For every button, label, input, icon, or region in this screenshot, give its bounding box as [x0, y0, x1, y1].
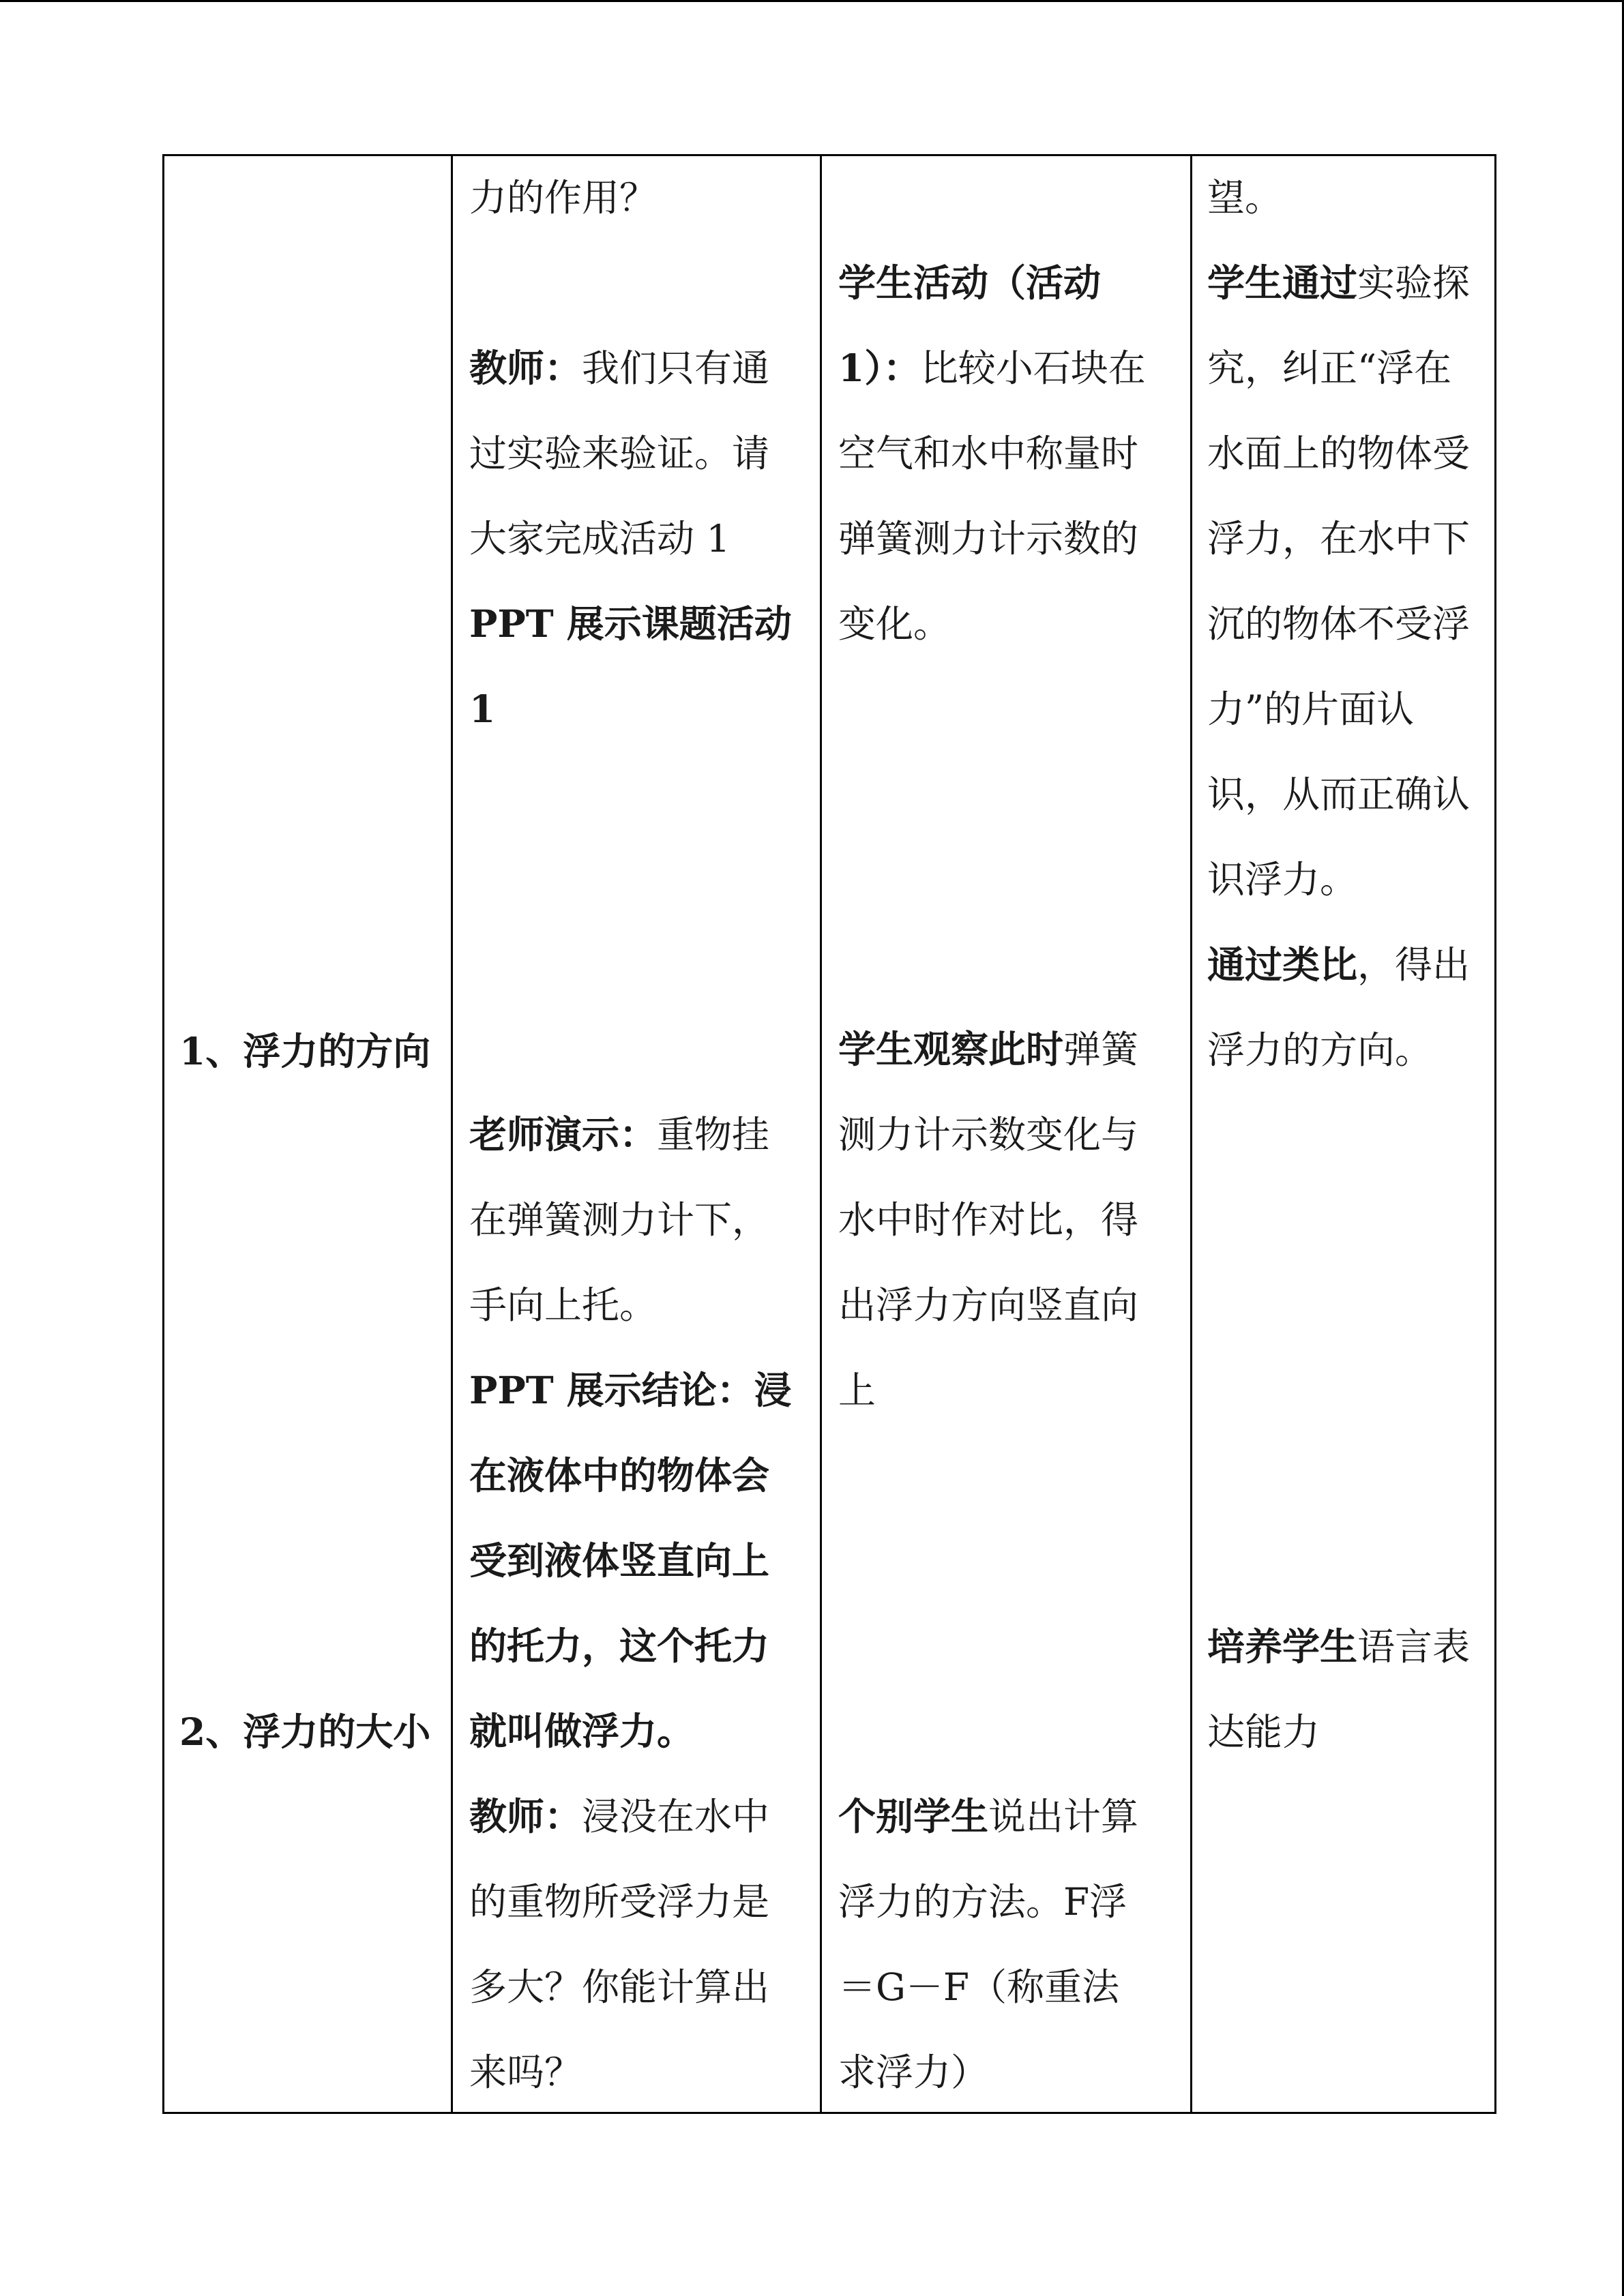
text-span: 弹簧 [1063, 1028, 1139, 1071]
label-cultivate: 培养学生 [1207, 1624, 1358, 1669]
text-line: 上 [838, 1369, 876, 1412]
text-line: 识浮力。 [1207, 858, 1358, 901]
label-teacher-demo: 老师演示： [469, 1112, 658, 1157]
text-line: 达能力 [1207, 1710, 1320, 1754]
lesson-plan-table [162, 154, 1496, 2114]
text-line: 沉的物体不受浮 [1207, 602, 1471, 646]
teacher-activity-column [452, 155, 821, 2113]
section-heading-direction: 1、浮力的方向 [179, 1029, 431, 1073]
text-line: 空气和水中称量时 [838, 432, 1139, 475]
text-line: 的托力，这个托力 [469, 1624, 770, 1668]
table-row [164, 155, 1496, 2113]
label-teacher: 教师： [469, 1794, 582, 1838]
text-line: 学生活动（活动 [838, 260, 1102, 305]
text-line [1207, 944, 1470, 986]
label-individual-student: 个别学生 [838, 1794, 989, 1838]
text-line: ＝G－F（称重法 [838, 1965, 1120, 2009]
text-line: PPT 展示结论：浸 [469, 1368, 792, 1412]
text-line: 水中时作对比，得 [838, 1198, 1139, 1242]
text-line [469, 347, 769, 389]
label-teacher: 教师： [469, 346, 582, 390]
text-line [838, 347, 1146, 389]
section-column [164, 155, 452, 2113]
text-line: 究，纠正“浮在 [1207, 346, 1452, 390]
text-line: 手向上托。 [469, 1283, 658, 1327]
text-line: PPT 展示课题活动 [469, 601, 792, 646]
text-line: 浮力，在水中下 [1207, 517, 1471, 561]
text-line: 大家完成活动 1 [469, 517, 730, 561]
text-span: 浸没在水中 [582, 1795, 770, 1838]
text-line: 1 [469, 687, 496, 731]
text-line [469, 1795, 769, 1838]
text-line [838, 1795, 1138, 1838]
text-span: 说出计算 [988, 1795, 1139, 1838]
text-line: 的重物所受浮力是 [469, 1880, 770, 1924]
text-span: 实验探 [1357, 261, 1471, 305]
text-line: 求浮力） [838, 2051, 989, 2094]
label-student-via: 学生通过 [1207, 260, 1358, 305]
text-line: 弹簧测力计示数的 [838, 517, 1139, 561]
text-span: 重物挂 [657, 1113, 770, 1157]
text-line [1207, 1626, 1470, 1668]
text-line [838, 1028, 1138, 1071]
text-line [469, 1114, 769, 1156]
text-line: 受到液体竖直向上 [469, 1538, 770, 1583]
text-line: 出浮力方向竖直向 [838, 1283, 1139, 1327]
text-line: 多大？你能计算出 [469, 1965, 770, 2009]
text-line: 过实验来验证。请 [469, 432, 770, 475]
student-activity-column [821, 155, 1192, 2113]
text-line: 识，从而正确认 [1207, 773, 1471, 816]
text-span: ，得出 [1357, 943, 1471, 987]
text-line [1207, 262, 1470, 304]
text-line: 在液体中的物体会 [469, 1453, 770, 1497]
label-analogy: 通过类比 [1207, 942, 1358, 987]
text-line: 测力计示数变化与 [838, 1113, 1139, 1157]
text-line: 变化。 [838, 602, 951, 646]
text-span: 我们只有通 [582, 346, 770, 390]
text-line: 在弹簧测力计下， [469, 1198, 770, 1242]
label-activity: 1）： [838, 346, 921, 390]
text-line: 力的作用？ [469, 176, 658, 220]
text-line: 浮力的方法。F浮 [838, 1880, 1127, 1924]
section-heading-magnitude: 2、浮力的大小 [179, 1710, 431, 1754]
text-span: 语言表 [1357, 1625, 1471, 1669]
text-line: 就叫做浮力。 [469, 1709, 695, 1753]
text-span: 比较小石块在 [920, 346, 1146, 390]
design-intent-column [1192, 155, 1496, 2113]
text-line: 力”的片面认 [1207, 687, 1415, 731]
page-border-top [0, 0, 1624, 2]
text-line: 望。 [1207, 176, 1283, 220]
text-line: 水面上的物体受 [1207, 432, 1471, 475]
label-student-observe: 学生观察此时 [838, 1027, 1064, 1071]
text-line: 来吗？ [469, 2051, 582, 2094]
text-line: 浮力的方向。 [1207, 1028, 1433, 1072]
